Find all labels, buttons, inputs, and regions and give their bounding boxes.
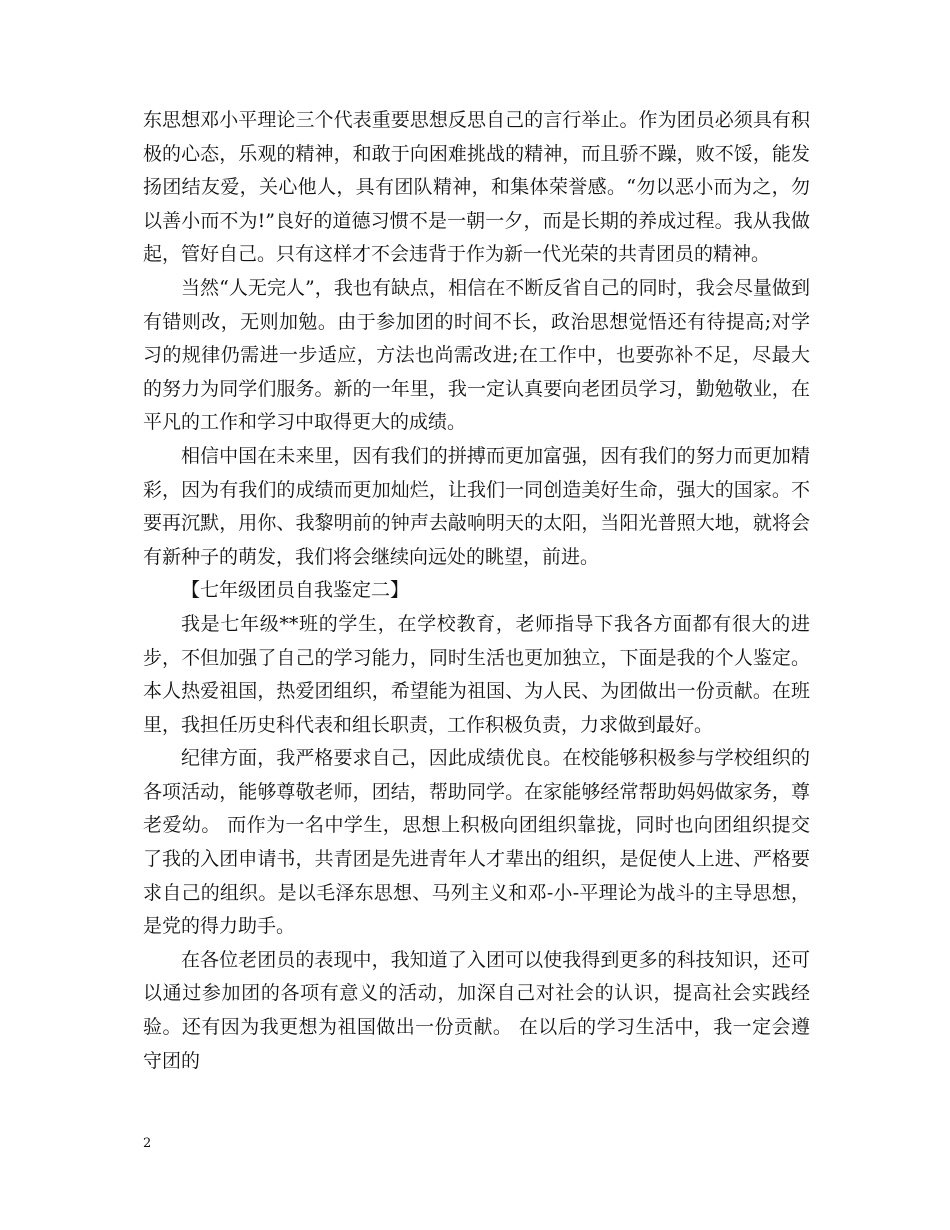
paragraph-4: 我是七年级**班的学生，在学校教育，老师指导下我各方面都有很大的进步，不但加强了自己的学习能力，同时生活也更加独立，下面是我的个人鉴定。 本人热爱祖国，热爱团组织，希望能为祖国、为人民、为团做出一份贡献。在班里，我担任历史科代表和组长职责，工作积极负责，力求做到最好。 (143, 612, 810, 736)
paragraph-5: 纪律方面，我严格要求自己，因此成绩优良。在校能够积极参与学校组织的各项活动，能够尊敬老师，团结，帮助同学。在家能够经常帮助妈妈做家务，尊老爱幼。 而作为一名中学生，思想上积极向团组织靠拢，同时也向团组织提交了我的入团申请书，共青团是先进青年人才辈出的组织，是促使人上进、严格要求自己的组织。是以毛泽东思想、马列主义和邓-小-平理论为战斗的主导思想，是党的得力助手。 (143, 747, 810, 938)
section-heading: 【七年级团员自我鉴定二】 (181, 579, 410, 602)
paragraph-2: 当然“人无完人”，我也有缺点，相信在不断反省自己的同时，我会尽量做到有错则改，无则加勉。由于参加团的时间不长，政治思想觉悟还有待提高;对学习的规律仍需进一步适应，方法也尚需改进;在工作中，也要弥补不足，尽最大的努力为同学们服务。新的一年里，我一定认真要向老团员学习，勤勉敬业，在平凡的工作和学习中取得更大的成绩。 (143, 276, 810, 434)
document-body (143, 104, 810, 1078)
paragraph-1: 东思想邓小平理论三个代表重要思想反思自己的言行举止。作为团员必须具有积极的心态，乐观的精神，和敢于向困难挑战的精神，而且骄不躁，败不馁，能发扬团结友爱，关心他人，具有团队精神，和集体荣誉感。“勿以恶小而为之，勿以善小而不为!”良好的道德习惯不是一朝一夕，而是长期的养成过程。我从我做起，管好自己。只有这样才不会违背于作为新一代光荣的共青团员的精神。 (143, 109, 810, 266)
page-number: 2 (143, 1136, 152, 1151)
paragraph-6: 在各位老团员的表现中，我知道了入团可以使我得到更多的科技知识，还可以通过参加团的各项有意义的活动，加深自己对社会的认识，提高社会实践经验。还有因为我更想为祖国做出一份贡献。 在以后的学习生活中，我一定会遵守团的 (143, 948, 810, 1072)
paragraph-3: 相信中国在未来里，因有我们的拼搏而更加富强，因有我们的努力而更加精彩，因为有我们的成绩而更加灿烂，让我们一同创造美好生命，强大的国家。不要再沉默，用你、我黎明前的钟声去敲响明天的太阳，当阳光普照大地，就将会有新种子的萌发，我们将会继续向远处的眺望，前进。 (143, 444, 810, 568)
